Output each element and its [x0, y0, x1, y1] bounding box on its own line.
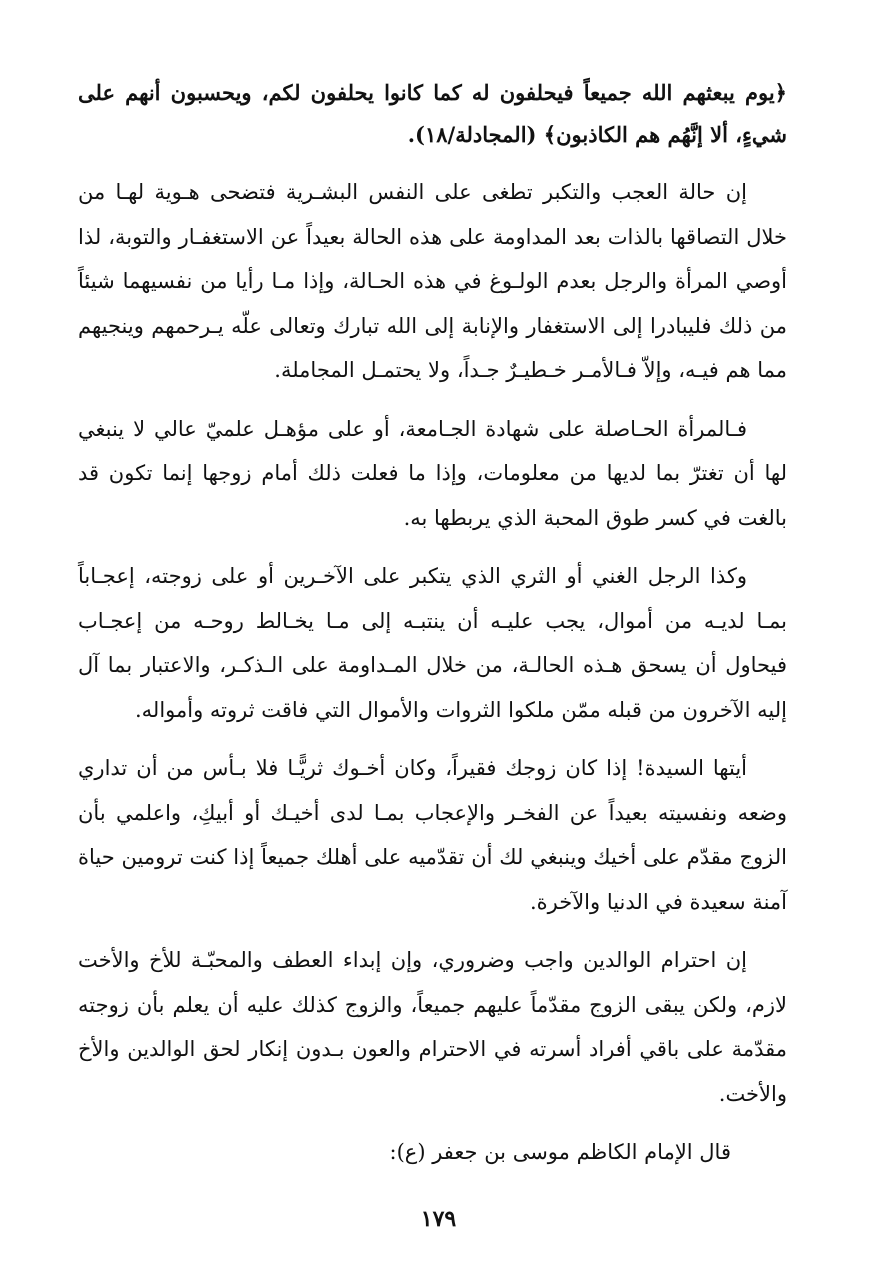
paragraph-5: إن احترام الوالدين واجب وضروري، وإن إبداء العطف والمحبّـة للأخ والأخت لازم، ولكن يبقى الزوج مقدّماً عليهم جميعاً، والزوج كذلك عليه أن يعلم بأن زوجته مقدّمة على باقي أفراد أسرته في الاحترام والعون بـدون إنكار لحق الوالدين والأخ والأخت. — [78, 948, 787, 1106]
quran-verse — [78, 72, 787, 156]
paragraph-4: أيتها السيدة! إذا كان زوجك فقيراً، وكان أخـوك ثريًّـا فلا بـأس من أن تداري وضعه ونفسيته بعيداً عن الفخـر والإعجاب بمـا لدى أخيـك أو أبيكِ، واعلمي بأن الزوج مقدّم على أخيك وينبغي لك أن تقدّميه على أهلك جميعاً إذا كنت ترومين حياة آمنة سعيدة في الدنيا والآخرة. — [78, 756, 787, 914]
verse-text: ﴿يوم يبعثهم الله جميعاً فيحلفون له كما كانوا يحلفون لكم، ويحسبون أنهم على شيءٍ، ألا إنَّهُم هم الكاذبون﴾ — [78, 80, 787, 147]
paragraph-3: وكذا الرجل الغني أو الثري الذي يتكبر على الآخـرين أو على زوجته، إعجـاباً بمـا لديـه من أموال، يجب عليـه أن ينتبـه إلى مـا يخـالط روحـه من إعجـاب فيحاول أن يسحق هـذه الحالـة، من خلال المـداومة على الـذكـر، والاعتبار بما آل إليه الآخرون من قبله ممّن ملكوا الثروات والأموال التي فاقت ثروته وأمواله. — [78, 564, 787, 722]
paragraph-1: إن حالة العجب والتكبر تطغى على النفس البشـرية فتضحى هـوية لهـا من خلال التصاقها بالذات بعد المداومة على هذه الحالة بعيداً عن الاستغفـار والتوبة، لذا أوصي المرأة والرجل بعدم الولـوغ في هذه الحـالة، وإذا مـا رأيا من نفسيهما شيئاً من ذلك فليبادرا إلى الاستغفار والإنابة إلى الله تبارك وتعالى علّه يـرحمهم وينجيهم مما هم فيـه، وإلاّ فـالأمـر خـطيـرٌ جـداً، ولا يحتمـل المجاملة. — [78, 180, 788, 382]
verse-citation: (المجادلة/١٨). — [407, 122, 537, 147]
paragraph-2: فـالمرأة الحـاصلة على شهادة الجـامعة، أو على مؤهـل علميّ عالي لا ينبغي لها أن تغترّ بما لديها من معلومات، وإذا ما فعلت ذلك أمام زوجها إنما تكون قد بالغت في كسر طوق المحبة الذي يربطها به. — [78, 416, 787, 530]
quote-intro: قال الإمام الكاظم موسى بن جعفر (ع): — [389, 1140, 731, 1164]
page-number: ١٧٩ — [420, 1206, 457, 1232]
